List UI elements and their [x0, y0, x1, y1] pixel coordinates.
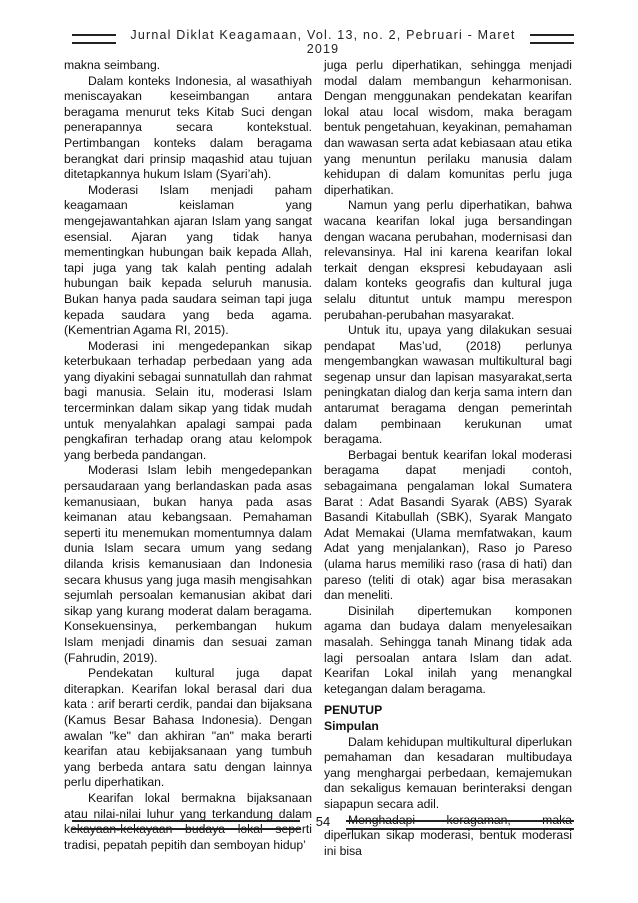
right-column — [324, 58, 572, 859]
subsection-heading: Simpulan — [324, 718, 379, 733]
paragraph: Moderasi Islam menjadi paham keagamaan keislaman yang mengejawantahkan ajaran Islam yang sangat esensial. Ajaran yang tidak hanya mementingkan hubungan baik kepada Allah, tapi juga yang tak kalah penting adalah hubungan baik kepada seluruh manusia. Bukan hanya pada saudara seiman tapi juga kepada saudara yang beda agama. (Kementrian Agama RI, 2015). — [64, 182, 312, 338]
footer-rule-left — [72, 820, 300, 830]
journal-title: Jurnal Diklat Keagamaan, Vol. 13, no. 2, Pebruari - Maret 2019 — [130, 28, 516, 56]
paragraph: Kearifan lokal bermakna bijaksanaan atau nilai-nilai luhur yang terkandung dalam kekayaan-kekayaan budaya lokal seperti tradisi, pepatah pepitih dan semboyan hidup’ — [64, 790, 312, 852]
header-rule-left — [72, 34, 116, 44]
paragraph: Disinilah dipertemukan komponen agama dan budaya dalam menyelesaikan masalah. Sehingga tanah Minang tidak ada lagi persoalan antara Islam dan adat. Kearifan Lokal inilah yang menangkal ketegangan dalam beragama. — [324, 603, 572, 696]
paragraph: Moderasi ini mengedepankan sikap keterbukaan terhadap perbedaan yang ada yang diyakini sebagai sunnatullah dan rahmat bagi manusia. Selain itu, moderasi Islam tercerminkan dalam sikap yang tidak mudah untuk menyalahkan apalagi sampai pada pengkafiran terhadap orang atau kelompok yang berbeda pandangan. — [64, 338, 312, 462]
section-heading: PENUTUP — [324, 703, 383, 718]
paragraph: juga perlu diperhatikan, sehingga menjadi modal dalam membangun keharmonisan. Dengan menggunakan pendekatan kearifan lokal atau local wisdom, maka beragam bentuk pengetahuan, keyakinan, pemahaman dan wawasan serta adat kebiasaan atau etika yang menuntun perilaku manusia dalam kehidupan di dalam komunitas perlu juga diperhatikan. — [324, 58, 572, 197]
footer-rule-right — [346, 820, 574, 830]
paragraph: Untuk itu, upaya yang dilakukan sesuai pendapat Mas’ud, (2018) perlunya mengembangkan wawasan multikultural bagi segenap unsur dan lapisan masyarakat,serta peningkatan dialog dan kerja sama intern dan antarumat beragama dengan pemerintah dalam pembinaan kerukunan umat beragama. — [324, 323, 572, 447]
paragraph: makna seimbang. — [64, 58, 161, 72]
left-column — [64, 58, 312, 853]
paragraph: Dalam kehidupan multikultural diperlukan pemahaman dan kesadaran multibudaya yang menghargai perbedaan, kemajemukan dan sekaligus kemauan berinteraksi dengan siapapun secara adil. — [324, 734, 572, 811]
header-rule-right — [530, 34, 574, 44]
paragraph: Namun yang perlu diperhatikan, bahwa wacana kearifan lokal juga bersandingan dengan wacana perubahan, modernisasi dan relevansinya. Hal ini karena kearifan lokal terkait dengan ekspresi kebudayaan asli dalam konteks geografis dan kultural juga selalu dituntut untuk mampu merespon perubahan-perubahan masyarakat. — [324, 198, 572, 322]
paragraph: Menghadapi keragaman, maka diperlukan sikap moderasi, bentuk moderasi ini bisa — [324, 812, 572, 858]
paragraph: Moderasi Islam lebih mengedepankan persaudaraan yang berlandaskan pada asas kemanusiaan, bukan hanya pada asas keimanan atau kebangsaan. Pemahaman seperti itu menemukan momentumnya dalam dunia Islam secara umum yang sedang dilanda krisis kemanusiaan dan Indonesia secara khusus yang juga masih mengisahkan sejumlah persoalan kemanusian akibat dari sikap yang kurang moderat dalam beragama. Konsekuensinya, perkembangan hukum Islam menjadi dinamis dan sesuai zaman (Fahrudin, 2019). — [64, 463, 312, 665]
paragraph: Berbagai bentuk kearifan lokal moderasi beragama dapat menjadi contoh, sebagaimana pengalaman lokal Sumatera Barat : Adat Basandi Syarak (ABS) Syarak Basandi Kitabullah (SBK), Syarak Mangato Adat Memakai (Ulama memfatwakan, kaum Adat yang menjalankan), Raso jo Pareso (ulama harus memiliki raso (rasa di hati) dan pareso (teliti di otak) agar bisa merasakan dan meneliti. — [324, 447, 572, 603]
paragraph: Pendekatan kultural juga dapat diterapkan. Kearifan lokal berasal dari dua kata : arif berarti cerdik, pandai dan bijaksana (Kamus Besar Bahasa Indonesia). Dengan awalan "ke" dan akhiran "an" maka berarti kearifan atau kebijaksanaan yang tumbuh yang berbeda antara satu dengan lainnya perlu diperhatikan. — [64, 666, 312, 790]
running-header — [72, 28, 574, 56]
paragraph: Dalam konteks Indonesia, al wasathiyah meniscayakan keseimbangan antara beragama menurut teks Kitab Suci dengan penerapannya secara kontekstual. Pertimbangan konteks dalam beragama berangkat dari prinsip maqashid atau tujuan ditetapkannya hukum Islam (Syari’ah). — [64, 73, 312, 182]
page-number: 54 — [315, 814, 331, 829]
page-footer — [72, 814, 574, 832]
